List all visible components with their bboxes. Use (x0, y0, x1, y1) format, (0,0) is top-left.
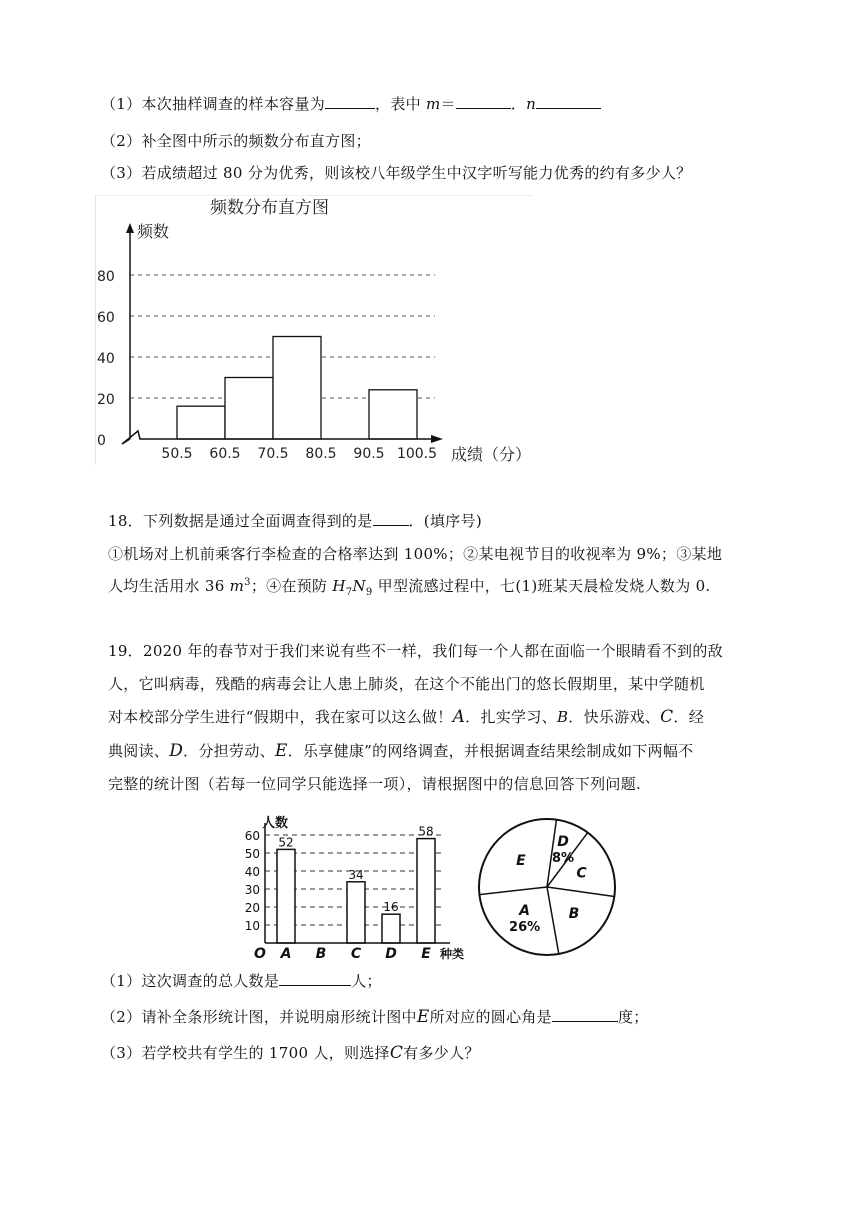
pie-slice-percent: 8% (552, 851, 575, 867)
bar (417, 839, 435, 943)
histogram-x-arrow (431, 435, 443, 443)
q19-part1-blank[interactable] (279, 971, 351, 986)
bar-origin-label: O (254, 946, 266, 960)
q19-part1-text: （1）这次调查的总人数是 (101, 972, 280, 990)
histogram-bar (369, 390, 417, 439)
q17-part3: （3）若成绩超过 80 分为优秀，则该校八年级学生中汉字听写能力优秀的约有多少人？ (101, 164, 692, 182)
q19-part1 (101, 970, 382, 991)
pie-slice-label: E (516, 853, 526, 870)
bar-y-tick: 60 (244, 829, 260, 843)
virus-n: N (352, 577, 366, 595)
bar-y-tick: 40 (244, 865, 260, 879)
period: ． (510, 95, 527, 113)
pie-slice-label: A (519, 902, 531, 919)
virus-n-sub: 9 (365, 587, 373, 598)
q17-part1-text-b: ，表中 (375, 95, 427, 113)
q19-part1-unit: 人； (351, 972, 382, 990)
unit-sup: 3 (244, 577, 251, 588)
q19-line5: 完整的统计图（若每一位同学只能选择一项），请根据图中的信息回答下列问题. (108, 775, 642, 793)
histogram-title: 频数分布直方图 (210, 198, 329, 218)
bar (277, 849, 295, 943)
q19-text: ．乐享健康”的网络调查，并根据调查结果绘制成如下两幅不 (287, 742, 694, 760)
histogram-y-tick: 60 (97, 310, 115, 326)
histogram-x-label: 成绩（分） (451, 445, 532, 464)
q19-text: 典阅读、 (108, 742, 170, 760)
histogram-y-tick: 80 (97, 269, 115, 285)
answer-blank-n[interactable] (536, 94, 601, 109)
q19-text: ．快乐游戏、 (568, 708, 661, 726)
histogram-bar (177, 406, 225, 439)
q19-part3 (101, 1042, 480, 1063)
bar-data-label: 58 (418, 824, 434, 839)
q19-text: ．扎实学习、 (465, 708, 557, 726)
histogram-y-label: 频数 (137, 222, 170, 241)
bar-data-label: 16 (383, 900, 399, 915)
q18-text-a: 人均生活用水 36 (108, 577, 230, 595)
bar-x-tick: C (350, 946, 362, 960)
q17-part1 (101, 93, 601, 114)
q18-text-c: 甲型流感过程中，七(1)班某天晨检发烧人数为 0. (372, 577, 711, 595)
answer-blank[interactable] (325, 94, 375, 109)
q19-part2-blank[interactable] (552, 1007, 618, 1022)
q19-part3-text: （3）若学校共有学生的 1700 人，则选择 (101, 1044, 390, 1062)
bar (382, 914, 400, 943)
option-c: C (660, 707, 674, 727)
q18-text-b: ；④在预防 (250, 577, 333, 595)
bar-y-label: 人数 (262, 816, 289, 831)
histogram-x-tick: 80.5 (305, 446, 337, 462)
bar (347, 882, 365, 943)
option-a: A (452, 707, 466, 727)
q19-text: ．分担劳动、 (183, 742, 275, 760)
equals-sign: ＝ (440, 95, 456, 113)
q19-part2-text-b: 所对应的圆心角是 (429, 1008, 552, 1026)
virus-h: H (332, 577, 346, 595)
histogram-x-tick: 70.5 (257, 446, 289, 462)
q17-part1-text: （1）本次抽样调查的样本容量为 (101, 95, 326, 113)
bar-x-tick: A (280, 946, 292, 960)
histogram-x-tick: 60.5 (209, 446, 241, 462)
virus-h-sub: 7 (345, 587, 353, 598)
q18-stem-end: ．(填序号) (408, 512, 483, 530)
bar-data-label: 34 (348, 867, 364, 882)
pie-slice-percent: 26% (509, 919, 541, 935)
bar-y-tick: 30 (244, 883, 260, 897)
q19-line2: 人，它叫病毒，残酷的病毒会让人患上肺炎，在这个不能出门的悠长假期里，某中学随机 (108, 675, 705, 693)
pie-slice-label: D (557, 834, 569, 851)
q19-line4 (108, 740, 693, 761)
option-c: C (389, 1043, 404, 1063)
bar-x-tick: E (421, 946, 431, 960)
unit-m: m (229, 577, 245, 595)
pie-slice-label: C (576, 865, 587, 882)
var-n: n (526, 95, 537, 113)
q19-line3 (108, 706, 704, 727)
q18-answer-blank[interactable] (373, 511, 409, 526)
q19-line1: 19．2020 年的春节对于我们来说有些不一样，我们每一个人都在面临一个眼睛看不到的敌 (108, 642, 723, 660)
histogram-y-tick: 20 (97, 392, 115, 408)
q19-text: 对本校部分学生进行“假期中，我在家可以这么做！ (108, 708, 453, 726)
bar-y-tick: 20 (244, 901, 260, 915)
histogram-x-tick: 100.5 (396, 446, 438, 462)
bar-y-tick: 50 (244, 847, 260, 861)
q18-line3 (108, 575, 710, 598)
histogram-y-tick: 0 (97, 433, 106, 449)
histogram-x-tick: 50.5 (161, 446, 193, 462)
histogram-chart (95, 195, 535, 470)
q19-part2-unit: 度； (617, 1008, 649, 1026)
pie-slice-label: B (568, 905, 580, 922)
q19-part2-text: （2）请补全条形统计图，并说明扇形统计图中 (101, 1008, 417, 1026)
bar-y-tick: 10 (244, 919, 260, 933)
bar-data-label: 52 (278, 835, 294, 850)
q18-stem: 18．下列数据是通过全面调查得到的是 (108, 512, 373, 530)
q19-text: ．经 (673, 708, 705, 726)
q19-part3-text-b: 有多少人？ (403, 1044, 480, 1062)
option-e: E (416, 1007, 430, 1027)
histogram-bar (273, 337, 321, 440)
q19-part2 (101, 1006, 649, 1027)
option-d: D (169, 741, 184, 761)
bar-chart (240, 815, 470, 960)
bar-x-tick: D (385, 946, 397, 960)
histogram-bar (225, 378, 273, 440)
option-e: E (274, 741, 288, 761)
histogram-x-tick: 90.5 (353, 446, 385, 462)
bar-x-tick: B (315, 946, 327, 960)
q18-line1 (108, 510, 482, 531)
var-m: m (426, 95, 441, 113)
bar-x-label: 种类 (440, 947, 465, 960)
pie-chart (475, 815, 625, 960)
q18-line2: ①机场对上机前乘客行李检查的合格率达到 100%；②某电视节目的收视率为 9%；③某地 (108, 545, 723, 563)
answer-blank-m[interactable] (456, 94, 511, 109)
option-b: B (556, 708, 569, 726)
histogram-y-arrow (126, 223, 134, 233)
q17-part2: （2）补全图中所示的频数分布直方图； (101, 132, 371, 150)
histogram-y-tick: 40 (97, 351, 115, 367)
